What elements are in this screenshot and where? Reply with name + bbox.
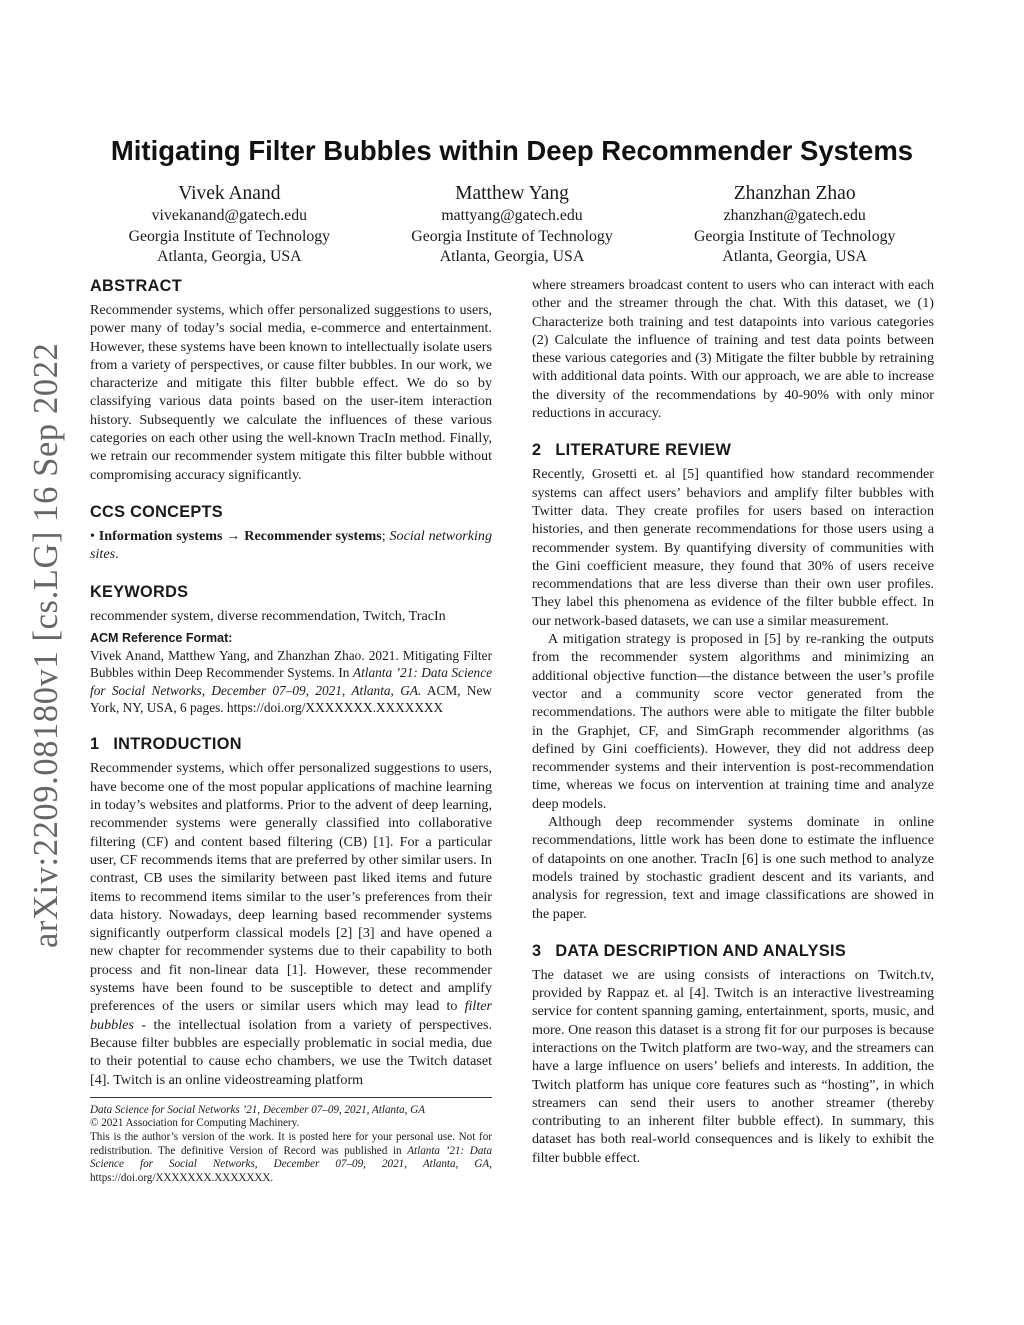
section-number: 3 [532, 941, 542, 960]
footnote-notice [90, 1131, 492, 1185]
acm-reference-heading: ACM Reference Format: [90, 630, 233, 645]
footnote-venue: Data Science for Social Networks ’21, December 07–09, 2021, Atlanta, GA [90, 1103, 426, 1116]
ccs-bullet: • [90, 527, 99, 544]
data-paragraph-1: The dataset we are using consists of interactions on Twitch.tv, provided by Rappaz et. al [4]. Twitch is an interactive livestreaming service for content spanning gaming, entertainment, sports, music, and more. One reason this dataset is a strong fit for our purposes is because interactions on the Twitch platform are two-way, and the streamers can have a large influence on users’ beliefs and interests. In addition, the Twitch platform has unique core features such as “hosting”, in which streamers can send their users to another streamer (thereby contributing to an inherent filter bubble effect). In summary, this dataset has both real-world consequences and is likely to exhibit the filter bubble effect. [532, 966, 934, 1166]
right-column [532, 276, 934, 1167]
author-email: vivekanand@gatech.edu [151, 207, 307, 224]
keywords-text: recommender system, diverse recommendation, Twitch, TracIn [90, 607, 446, 624]
author-2 [371, 182, 654, 268]
ccs-arrow: → [222, 527, 245, 544]
author-email: mattyang@gatech.edu [441, 207, 583, 224]
intro-text-2: - the intellectual isolation from a variety of perspectives. Because filter bubbles are especially problematic in social media, due to their potential to cause echo chambers, we use the Twitch dataset [4]. Twitch is an online videostreaming platform [90, 1016, 492, 1088]
data-heading [532, 941, 934, 961]
intro-continuation: where streamers broadcast content to users who can interact with each other and the streamer through the chat. With this dataset, we (1) Characterize both training and test datapoints into various categories (2) Calculate the influence of training and test data points between these various categories and (3) Mitigate the filter bubble by retraining with additional data points. With our approach, we are able to increase the diversity of the recommendations by 40-90% with only minor reductions in accuracy. [532, 277, 934, 422]
lit-heading [532, 440, 934, 460]
ccs-concept-2: Recommender systems [244, 527, 382, 544]
lit-paragraph-2: A mitigation strategy is proposed in [5] by re-ranking the outputs from the recommender system algorithms and minimizing an additional objective function—the distance between the user’s profile vector and a community score vector generated from the recommendations. The authors were able to mitigate the filter bubble in the Graphjet, CF, and SimGraph recommender algorithms (as defined by Gini coefficients). However, they did not address deep recommender systems and their intervention is post-recommendation time, whereas we focus on intervention at training time and analyze deep models. [532, 631, 934, 812]
acm-ref-venue: Atlanta ’21: Data Science for Social Networks, December 07–09, 2021, Atlanta, GA. [90, 665, 492, 698]
author-affiliation: Georgia Institute of Technology [128, 227, 331, 245]
intro-text-1: Recommender systems, which offer personalized suggestions to users, have become one of the most popular applications of machine learning in today’s websites and platforms. Prior to the advent of deep learning, recommender systems were generally classified into collaborative filtering (CF) and content based filtering (CB) [1]. For a particular user, CF recommends items that are preferred by other similar users. In contrast, CB uses the similarity between past liked items and future items to recommend items similar to the user’s preferences from their data history. Nowadays, deep learning based recommender systems significantly outperform classical models [2] [3] and have opened a new chapter for recommender systems due to their capability to both process and fit non-linear data [1]. However, these recommender systems have been found to be susceptible to detect and amplify preferences of the users or similar users which may lead to [90, 760, 492, 1015]
author-name: Matthew Yang [455, 183, 569, 204]
abstract-heading: ABSTRACT [90, 277, 182, 295]
intro-italic-term: filter bubbles [90, 998, 492, 1033]
paper-title: Mitigating Filter Bubbles within Deep Recommender Systems [110, 135, 914, 166]
author-name: Vivek Anand [178, 183, 281, 204]
author-block [88, 182, 936, 268]
abstract-text: Recommender systems, which offer personalized suggestions to users, power many of today’s social media, e-commerce and entertainment. However, these systems have been known to intellectually isolate users from a variety of perspectives, or cause filter bubbles. In our work, we characterize and mitigate this filter bubble effect. We do so by classifying various data points based on the user-item interaction history. Subsequently we calculate the influences of these various categories on each other using the well-known TracIn method. Finally, we retrain our recommender system mitigate this filter bubble without compromising accuracy significantly. [90, 302, 492, 483]
acm-ref-part1: Vivek Anand, Matthew Yang, and Zhanzhan Zhao. 2021. Mitigating Filter Bubbles within Deep Recommender Systems. In [90, 647, 492, 681]
ccs-concept-3: Social networking sites [90, 527, 492, 563]
author-email: zhanzhan@gatech.edu [723, 207, 866, 224]
section-title: LITERATURE REVIEW [555, 441, 732, 460]
author-affiliation: Georgia Institute of Technology [411, 227, 613, 245]
left-column [90, 276, 492, 1185]
acm-reference-text [90, 647, 492, 717]
lit-paragraph-3: Although deep recommender systems dominate in online recommendations, little work has been done to estimate the influence of datapoints on one another. TracIn [6] is one such method to analyze models trained by stochastic gradient descent and its variants, and analysis for regression, text and image classifications are showed in the paper. [532, 814, 934, 922]
keywords-heading: KEYWORDS [90, 582, 189, 601]
arxiv-identifier: arXiv:2209.08180v1 [cs.LG] 16 Sep 2022 [27, 342, 65, 948]
section-number: 1 [90, 735, 100, 754]
footnote-notice-b: , https://doi.org/XXXXXXX.XXXXXXX. [90, 1158, 492, 1184]
section-number: 2 [532, 441, 542, 460]
author-location: Atlanta, Georgia, USA [439, 248, 585, 265]
ccs-end: . [115, 546, 119, 563]
footnote-notice-a: This is the author’s version of the work. It is posted here for your personal use. Not for redistribution. The definitive Version of Record was published in [90, 1131, 492, 1157]
author-affiliation: Georgia Institute of Technology [693, 227, 896, 245]
footnote-notice-venue: Atlanta ’21: Data Science for Social Networks, December 07–09, 2021, Atlanta, GA [90, 1144, 492, 1171]
author-1 [88, 182, 371, 268]
section-title: INTRODUCTION [113, 735, 242, 754]
intro-heading [90, 734, 492, 754]
ccs-text [90, 527, 492, 564]
acm-ref-part2: ACM, New York, NY, USA, 6 pages. https://doi.org/XXXXXXX.XXXXXXX [90, 682, 493, 716]
author-name: Zhanzhan Zhao [733, 183, 856, 204]
author-3 [653, 182, 936, 268]
author-location: Atlanta, Georgia, USA [157, 248, 302, 265]
ccs-separator: ; [381, 527, 390, 544]
author-location: Atlanta, Georgia, USA [722, 248, 867, 265]
ccs-concept-1: Information systems [98, 527, 223, 544]
section-title: DATA DESCRIPTION AND ANALYSIS [555, 941, 846, 960]
footnote-rule [90, 1097, 492, 1098]
ccs-heading: CCS CONCEPTS [90, 502, 223, 521]
footnote-copyright: © 2021 Association for Computing Machinery. [90, 1117, 300, 1130]
lit-paragraph-1: Recently, Grosetti et. al [5] quantified how standard recommender systems can affect users’ behaviors and amplify filter bubbles with Twitter data. They create profiles for users based on interaction histories, and then generate recommendations for those users using a recommender system. By quantifying diversity of communities with the Gini coefficient measure, they found that 30% of users receive recommendations that are less diverse than their own user profiles. They label this phenomena as evidence of the filter bubble effect. In our network-based datasets, we can use a similar measurement. [532, 466, 934, 629]
intro-paragraph [90, 759, 492, 1088]
